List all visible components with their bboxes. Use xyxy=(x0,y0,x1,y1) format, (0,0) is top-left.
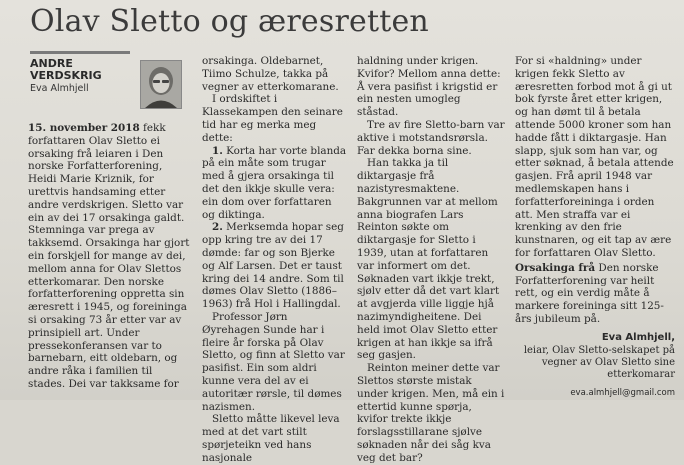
paragraph: Professor Jørn Øyrehagen Sunde har i fleire år forska på Olav Sletto, og finn at Sletto var pasifist. Ein som aldri kunne vera del av ei autoritær rørsle, til dømes nazismen. xyxy=(202,310,345,413)
signature-role: leiar, Olav Sletto-selskapet på vegner av Olav Sletto sine etterkomarar xyxy=(523,344,675,380)
paragraph-lead: Orsakinga frå xyxy=(515,261,596,274)
list-number: 2. xyxy=(212,221,223,234)
column-3 xyxy=(357,55,505,465)
paragraph-text: Korta har vorte blanda på ein måte som trugar med å gjera orsakinga til det den ikkje skulle vera: ein dom over forfattaren og diktinga. xyxy=(202,144,347,221)
paragraph xyxy=(202,145,347,222)
paragraph xyxy=(28,122,192,391)
headline: Olav Sletto og æresretten xyxy=(30,4,429,39)
author-email: eva.almhjell@gmail.com xyxy=(570,387,675,398)
paragraph: Han takka ja til diktargasje frå nazistyresmaktene. Bakgrunnen var at mellom anna biografen Lars Reinton søkte om diktargasje for Sletto i 1939, utan at forfattaren var informert om det. Søknaden vart ikkje trekt, sjølv etter då det vart klart at avgjerda ville liggje hjå nazimyndigheitene. Dei held imot Olav Sletto etter krigen at han ikkje sa ifrå seg gasjen. xyxy=(357,157,500,362)
column-1 xyxy=(28,122,192,391)
paragraph-text: fekk forfattaren Olav Sletto ei orsaking frå leiaren i Den norske Forfatterforening, Heidi Marie Kriznik, for urettvis handsaming etter andre verdskrigen. Sletto var ein av dei 17 orsakinga galdt. Stemninga var prega av takksemd. Orsakinga har gjort ein forskjell for mange av dei, mellom anna for Olav Slettos etterkomarar. Den norske forfatterforening oppretta sin æresrett i 1945, og foreininga si orsaking 73 år etter var av prinsipiell art. Under pressekonferansen var to barnebarn, eitt oldebarn, og andre råka i familien til stades. Dei var takksame for xyxy=(28,122,190,390)
paragraph xyxy=(202,221,347,311)
signature-name: Eva Almhjell, xyxy=(601,331,675,343)
paragraph-text: Den norske Forfatterforening var heilt rett, og ein verdig måte å markere foreininga sitt 125-års jubileum på. xyxy=(515,261,664,325)
paragraph: I ordskiftet i Klassekampen den seinare tid har eg merka meg dette: xyxy=(202,93,343,144)
paragraph: Tre av fire Sletto-barn var aktive i motstandsrørsla. Far dekka borna sine. xyxy=(357,118,505,157)
lead-date: 15. november 2018 xyxy=(28,122,140,134)
author-photo-icon xyxy=(141,61,181,108)
list-number: 1. xyxy=(212,144,223,157)
column-2 xyxy=(202,55,347,465)
paragraph-text: Merksemda hopar seg opp kring tre av dei 17 dømde: far og son Bjerke og Alf Larsen. Det er taust kring dei 14 andre. Som til dømes Olav Sletto (1886–1963) frå Hol i Hallingdal. xyxy=(202,221,344,311)
section-label: ANDRE VERDSKRIG xyxy=(30,57,102,82)
section-label-block xyxy=(30,51,130,94)
paragraph: Reinton meiner dette var Slettos største mistak under krigen. Men, må ein i ettertid kunne spørja, kvifor trekte ikkje forslagsstillarane sjølve søknaden når dei såg kva veg det bar? xyxy=(357,362,505,464)
paragraph: haldning under krigen. Kvifor? Mellom anna dette: Å vera pasifist i krigstid er ein nesten umogleg ståstad. xyxy=(357,55,501,119)
paragraph: For si «haldning» under krigen fekk Sletto av æresretten forbod mot å gi ut bok fyrste året etter krigen, og han dømt til å betala attende 5000 kroner som han hadde fått i diktargasje. Han slapp, sjuk som han var, og etter søknad, å betala attende gasjen. Frå april 1948 var medlemskapen hans i forfatterforeininga i orden att. Men straffa var ei krenking av den frie kunstnaren, og eit tap av ære for forfattaren Olav Sletto. xyxy=(515,55,674,259)
paragraph xyxy=(515,262,675,326)
paragraph: orsakinga. Oldebarnet, Tiimo Schulze, takka på vegner av etterkomarane. xyxy=(202,55,339,93)
paragraph: Sletto måtte likevel leva med at det vart stilt spørjeteikn ved hans nasjonale xyxy=(202,413,340,464)
byline-author: Eva Almhjell xyxy=(30,83,89,94)
author-portrait xyxy=(140,60,182,109)
column-4 xyxy=(515,55,675,399)
